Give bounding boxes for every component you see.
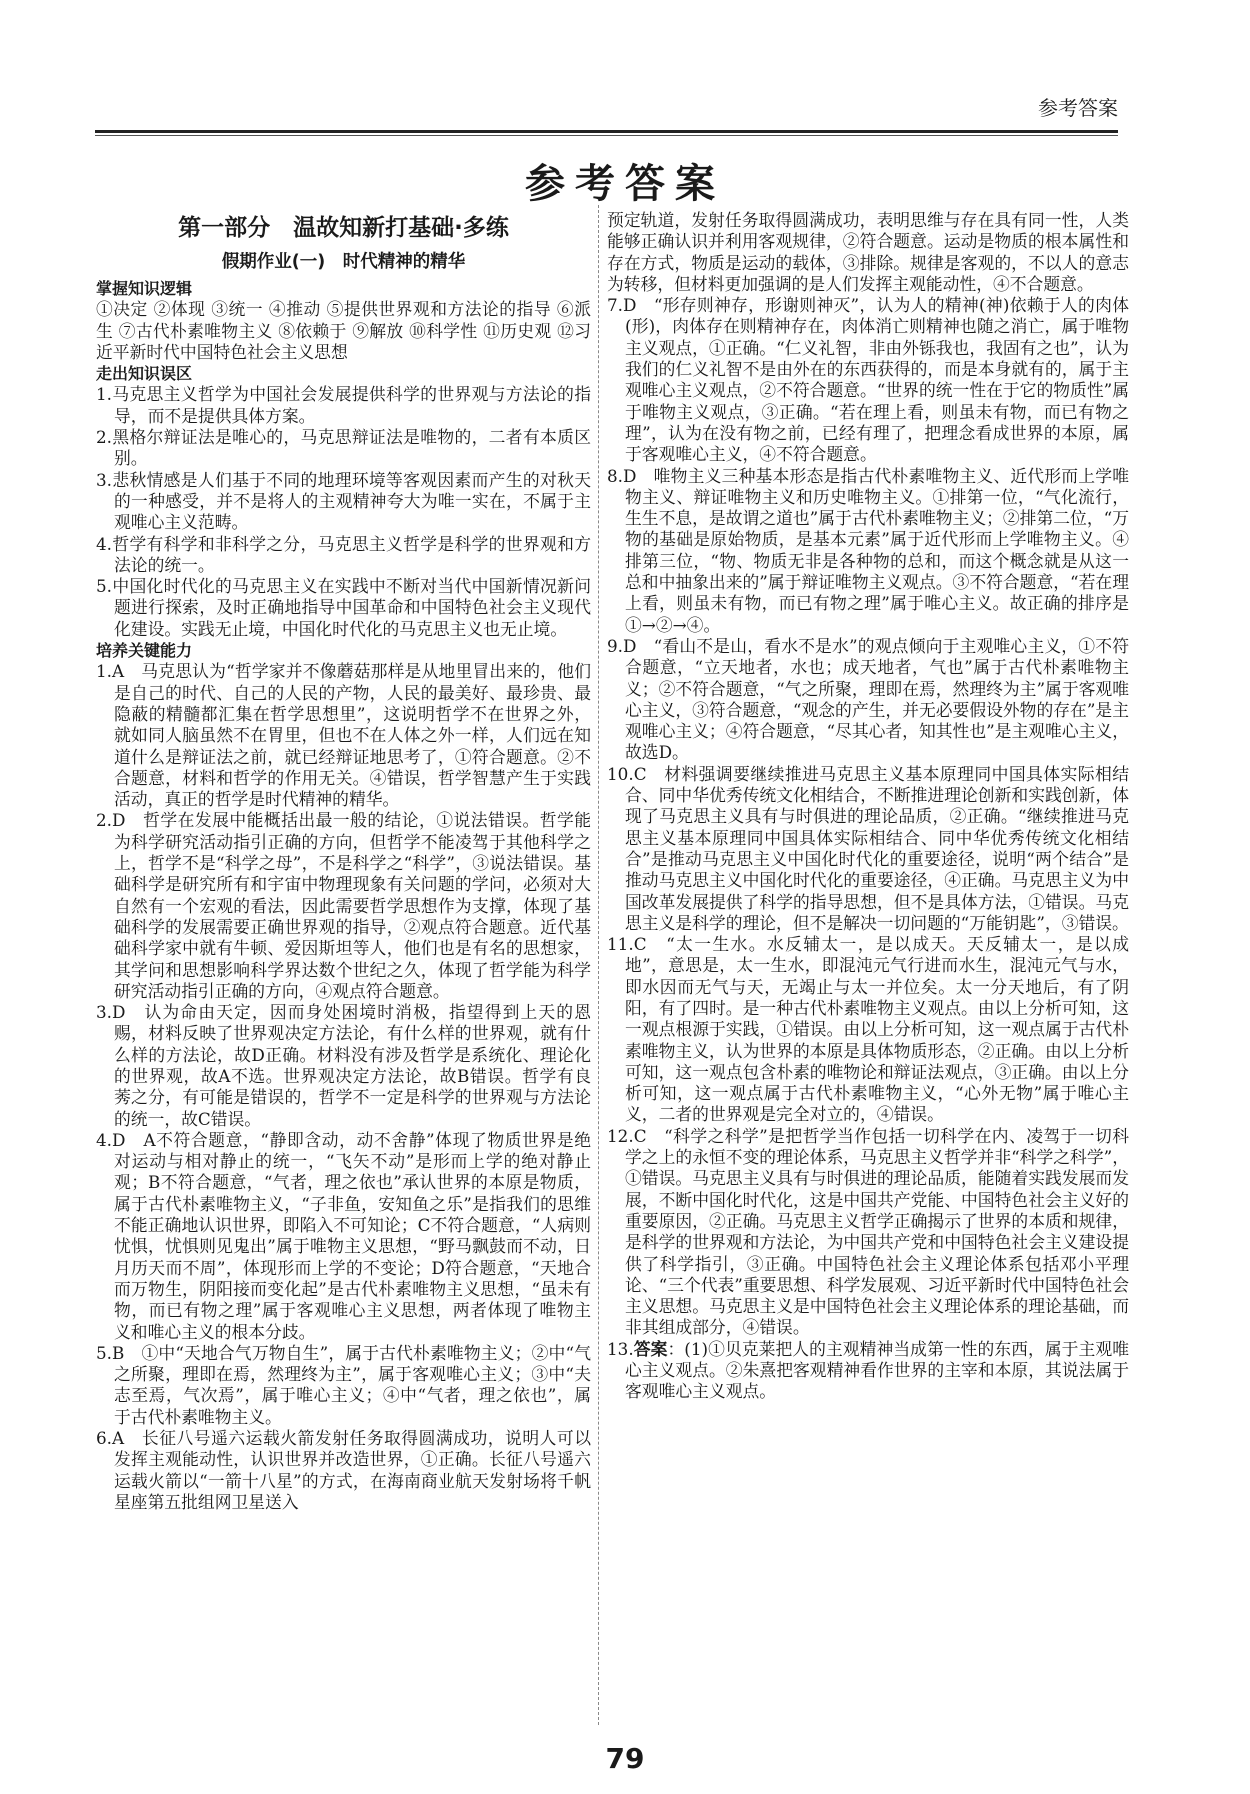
logic-answers: ①决定 ②体现 ③统一 ④推动 ⑤提供世界观和方法论的指导 ⑥派生 ⑦古代朴素唯物主义 ⑧依赖于 ⑨解放 ⑩科学性 ⑪历史观 ⑫习近平新时代中国特色社会主义思想 — [96, 299, 591, 362]
answer-item: 10.C 材料强调要继续推进马克思主义基本原理同中国具体实际相结合、同中华优秀传统文化相结合，不断推进理论创新和实践创新，体现了马克思主义具有与时俱进的理论品质，②正确。“继续推进马克思主义基本原理同中国具体实际相结合、同中华优秀传统文化相结合”是推动马克思主义中国化时代化的重要途径，说明“两个结合”是推动马克思主义中国化时代化的重要途径，④正确。马克思主义为中国改革发展提供了科学的指导思想，但不是具体方法，①错误。马克思主义是科学的理论，但不是解决一切问题的“万能钥匙”，③错误。 — [607, 763, 1129, 933]
answer-item: 4.D A不符合题意，“静即含动，动不舍静”体现了物质世界是绝对运动与相对静止的统一，“飞矢不动”是形而上学的绝对静止观；B不符合题意，“气者，理之依也”承认世界的本原是物质，属于古代朴素唯物主义，“子非鱼，安知鱼之乐”是指我们的思维不能正确地认识世界，即陷入不可知论；C不符合题意，“人病则忧惧，忧惧则见鬼出”属于唯物主义思想，“野马飘鼓而不动，日月历天而不周”，体现形而上学的不变论；D符合题意，“天地合而万物生，阴阳接而变化起”是古代朴素唯物主义思想，“虽未有物，而已有物之理”属于客观唯心主义思想，两者体现了唯物主义和唯心主义的根本分歧。 — [96, 1129, 591, 1342]
answer-item: 3.D 认为命由天定，因而身处困境时消极，指望得到上天的恩赐，材料反映了世界观决定方法论，有什么样的世界观，就有什么样的方法论，故D正确。材料没有涉及哲学是系统化、理论化的世界观，故A不选。世界观决定方法论，故B错误。哲学有良莠之分，有可能是错误的，哲学不一定是科学的世界观与方法论的统一，故C错误。 — [96, 1002, 591, 1129]
page-title: 参考答案 — [525, 161, 725, 207]
part-title: 第一部分 温故知新打基础·多练 — [178, 215, 509, 241]
answer-item: 12.C “科学之科学”是把哲学当作包括一切科学在内、凌驾于一切科学之上的永恒不变的理论体系，马克思主义哲学并非“科学之科学”，①错误。马克思主义具有与时俱进的理论品质，能随着实践发展而发展，不断中国化时代化，这是中国共产党能、中国特色社会主义好的重要原因，②正确。马克思主义哲学正确揭示了世界的本质和规律，是科学的世界观和方法论，为中国共产党和中国特色社会主义建设提供了科学指引，③正确。中国特色社会主义理论体系包括邓小平理论、“三个代表”重要思想、科学发展观、习近平新时代中国特色社会主义思想。马克思主义是中国特色社会主义理论体系的理论基础，而非其组成部分，④错误。 — [607, 1125, 1129, 1338]
answer-13-text: ：(1)①贝克莱把人的主观精神当成第一性的东西，属于主观唯心主义观点。②朱熹把客观精神看作世界的主宰和本原，其说法属于客观唯心主义观点。 — [625, 1338, 1129, 1402]
misconception-item: 5.中国化时代化的马克思主义在实践中不断对当代中国新情况新问题进行探索，及时正确地指导中国革命和中国特色社会主义现代化建设。实践无止境，中国化时代化的马克思主义也无止境。 — [96, 576, 591, 639]
answer-item: 1.A 马克思认为“哲学家并不像蘑菇那样是从地里冒出来的，他们是自己的时代、自己的人民的产物，人民的最美好、最珍贵、最隐蔽的精髓都汇集在哲学思想里”，这说明哲学不在世界之外，就如同人脑虽然不在胃里，但也不在人体之外一样，人们远在知道什么是辩证法之前，就已经辩证地思考了，①符合题意。②不合题意，材料和哲学的作用无关。④错误，哲学智慧产生于实践活动，真正的哲学是时代精神的精华。 — [96, 661, 591, 810]
misconception-item: 2.黑格尔辩证法是唯心的，马克思辩证法是唯物的，二者有本质区别。 — [96, 427, 591, 469]
answer-item: 11.C “太一生水。水反辅太一，是以成天。天反辅太一，是以成地”，意思是，太一生水，即混沌元气行进而水生，混沌元气与水，即水因而无气与天，无竭止与太一并位矣。太一分天地后，有了阴阳，有了四时。是一种古代朴素唯物主义观点。由以上分析可知，这一观点根源于实践，①错误。由以上分析可知，这一观点属于古代朴素唯物主义，认为世界的本原是具体物质形态，②正确。由以上分析可知，这一观点包含朴素的唯物论和辩证法观点，③正确。由以上分析可知，这一观点属于古代朴素唯物主义，“心外无物”属于唯心主义，二者的世界观是完全对立的，④错误。 — [607, 934, 1129, 1125]
answer-item: 9.D “看山不是山，看水不是水”的观点倾向于主观唯心主义，①不符合题意，“立天地者，水也；成天地者，气也”属于古代朴素唯物主义；②不符合题意，“气之所聚，理即在焉，然理终为主”属于客观唯心主义，③符合题意，“观念的产生，并无必要假设外物的存在”是主观唯心主义；④符合题意，“尽其心者，知其性也”是主观唯心主义，故选D。 — [607, 635, 1129, 763]
header-section-label: 参考答案 — [1038, 96, 1118, 120]
misconception-item: 4.哲学有科学和非科学之分，马克思主义哲学是科学的世界观和方法论的统一。 — [96, 533, 591, 575]
header-rule-thin — [95, 135, 1118, 136]
answer-item-13: 13.答案：(1)①贝克莱把人的主观精神当成第一性的东西，属于主观唯心主义观点。②朱熹把客观精神看作世界的主宰和本原，其说法属于客观唯心主义观点。 — [607, 1338, 1129, 1402]
section-heading-misconceptions: 走出知识误区 — [96, 364, 193, 384]
left-column — [96, 210, 591, 1513]
answer-item: 7.D “形存则神存，形谢则神灭”，认为人的精神(神)依赖于人的肉体(形)，肉体存在则精神存在，肉体消亡则精神也随之消亡，属于唯物主义观点，①正确。“仁义礼智，非由外铄我也，我固有之也”，认为我们的仁义礼智不是由外在的东西获得的，而是本身就有的，属于主观唯心主义观点，②不符合题意。“世界的统一性在于它的物质性”属于唯物主义观点，③正确。“若在理上看，则虽未有物，而已有物之理”，认为在没有物之前，已经有理了，把理念看成世界的本原，属于客观唯心主义，④不符合题意。 — [607, 295, 1129, 465]
right-column — [607, 210, 1129, 1403]
header-rule — [95, 130, 1118, 133]
misconception-item: 1.马克思主义哲学为中国社会发展提供科学的世界观与方法论的指导，而不是提供具体方案。 — [96, 384, 591, 426]
misconception-item: 3.悲秋情感是人们基于不同的地理环境等客观因素而产生的对秋天的一种感受，并不是将人的主观精神夸大为唯一实在，不属于主观唯心主义范畴。 — [96, 469, 591, 533]
column-divider — [598, 205, 599, 1725]
section-heading-logic: 掌握知识逻辑 — [96, 279, 193, 298]
answer-item: 5.B ①中“天地合气万物自生”，属于古代朴素唯物主义；②中“气之所聚，理即在焉，然理终为主”，属于客观唯心主义；③中“夫志至焉，气次焉”，属于唯心主义；④中“气者，理之依也”，属于古代朴素唯物主义。 — [96, 1342, 591, 1427]
answer-item: 8.D 唯物主义三种基本形态是指古代朴素唯物主义、近代形而上学唯物主义、辩证唯物主义和历史唯物主义。①排第一位，“气化流行，生生不息，是故谓之道也”属于古代朴素唯物主义；②排第二位，“万物的基础是原始物质，是基本元素”属于近代形而上学唯物主义。④排第三位，“物、物质无非是各种物的总和，而这个概念就是从这一总和中抽象出来的”属于辩证唯物主义观点。③不符合题意，“若在理上看，则虽未有物，而已有物之理”属于唯心主义。故正确的排序是①→②→④。 — [607, 465, 1129, 635]
answer-continuation: 预定轨道，发射任务取得圆满成功，表明思维与存在具有同一性，人类能够正确认识并利用客观规律，②符合题意。运动是物质的根本属性和存在方式，物质是运动的载体，③排除。规律是客观的，不以人的意志为转移，但材料更加强调的是人们发挥主观能动性，④不合题意。 — [607, 210, 1129, 294]
page-number: 79 — [605, 1742, 645, 1775]
answer-item: 2.D 哲学在发展中能概括出最一般的结论，①说法错误。哲学能为科学研究活动指引正确的方向，但哲学不能凌驾于其他科学之上，哲学不是“科学之母”，不是科学之“科学”，③说法错误。基础科学是研究所有和宇宙中物理现象有关问题的学问，必须对大自然有一个宏观的看法，因此需要哲学思想作为支撑，体现了基础科学的发展需要正确世界观的指导，②观点符合题意。近代基础科学家中就有牛顿、爱因斯坦等人，他们也是有名的思想家，其学问和思想影响科学界达数个世纪之久，体现了哲学能为科学研究活动指引正确的方向，④观点符合题意。 — [96, 810, 591, 1001]
section-heading-abilities: 培养关键能力 — [96, 641, 193, 661]
homework-title: 假期作业(一) 时代精神的精华 — [221, 252, 466, 272]
answer-label: 答案 — [633, 1338, 668, 1359]
answer-item: 6.A 长征八号遥六运载火箭发射任务取得圆满成功，说明人可以发挥主观能动性，认识世界并改造世界，①正确。长征八号遥六运载火箭以“一箭十八星”的方式，在海南商业航天发射场将千帆星座第五批组网卫星送入 — [96, 1428, 591, 1512]
